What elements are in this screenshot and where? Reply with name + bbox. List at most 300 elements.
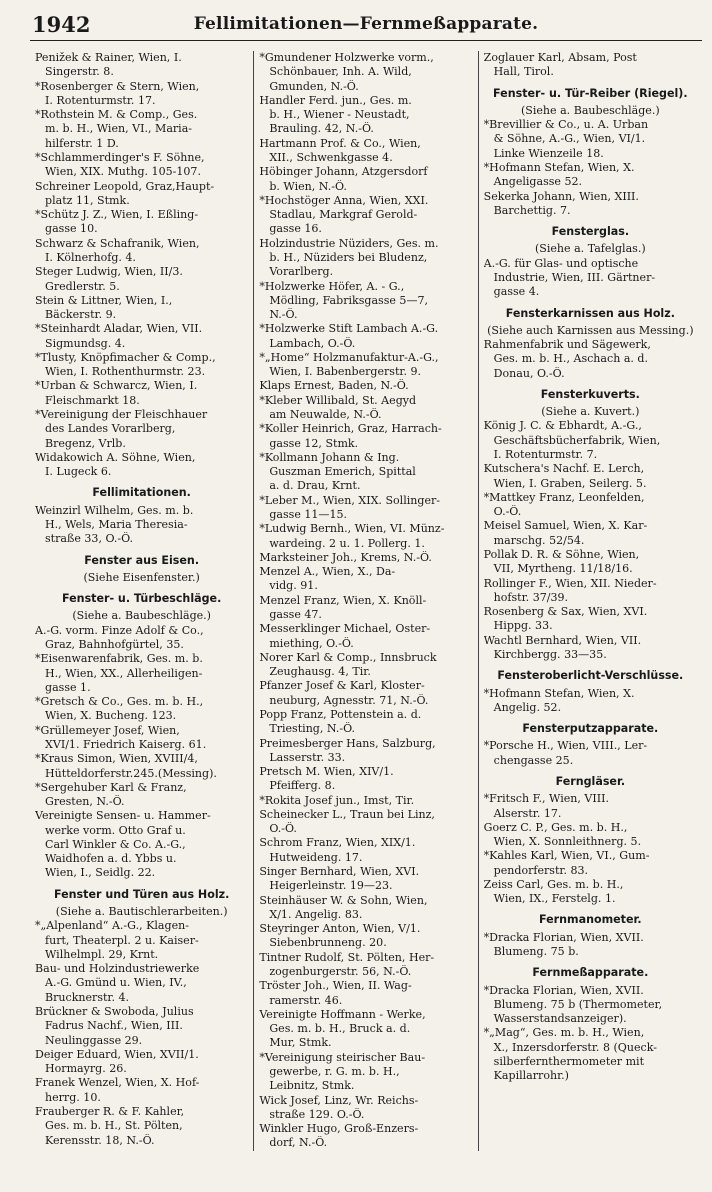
section-heading: Fensterglas. xyxy=(551,225,630,239)
entry-line: XVI/1. Friedrich Kaiserg. 61. xyxy=(45,737,207,751)
directory-entry xyxy=(484,519,697,548)
entry-line: Brucknerstr. 4. xyxy=(45,990,130,1004)
directory-entry xyxy=(35,809,248,880)
entry-line: Gresten, N.-Ö. xyxy=(45,795,125,809)
section-heading: Fenster und Türen aus Holz. xyxy=(54,887,230,901)
entry-line: Franek Wenzel, Wien, X. Hof- xyxy=(35,1076,200,1090)
entry-line: straße 33, O.-Ö. xyxy=(45,532,134,546)
directory-entry xyxy=(259,894,472,923)
section-heading: Ferngläser. xyxy=(555,774,626,788)
section-note: (Siehe a. Tafelglas.) xyxy=(534,242,646,256)
entry-line: Industrie, Wien, III. Gärtner- xyxy=(493,270,656,284)
entry-line: dorf, N.-Ö. xyxy=(269,1136,328,1150)
directory-entry xyxy=(35,1005,248,1048)
entry-line: *Kleber Willibald, St. Aegyd xyxy=(259,393,417,407)
entry-line: Rahmenfabrik und Sägewerk, xyxy=(483,338,651,352)
entry-line: Stein & Littner, Wien, I., xyxy=(35,293,173,307)
directory-entry xyxy=(259,865,472,894)
entry-line: Frauberger R. & F. Kahler, xyxy=(35,1104,185,1118)
entry-line: *Rothstein M. & Comp., Ges. xyxy=(35,108,198,122)
entry-line: neuburg, Agnesstr. 71, N.-Ö. xyxy=(269,693,429,707)
entry-line: A.-G. für Glas- und optische xyxy=(483,256,639,270)
entry-line: Stadlau, Markgraf Gerold- xyxy=(269,208,418,222)
page-number: 1942 xyxy=(32,12,91,37)
entry-line: I. Kölnerhofg. 4. xyxy=(45,250,136,264)
entry-line: Hippg. 33. xyxy=(493,619,553,633)
entry-line: O.-Ö. xyxy=(269,822,297,836)
section-heading: Fenster- u. Türbeschläge. xyxy=(62,592,222,606)
directory-entry xyxy=(35,379,248,408)
entry-line: marschg. 52/54. xyxy=(493,533,585,547)
section-note: (Siehe Eisenfenster.) xyxy=(83,570,200,584)
entry-line: *„Home“ Holzmanufaktur-A.-G., xyxy=(259,350,439,364)
entry-line: Höbinger Johann, Atzgersdorf xyxy=(259,165,428,179)
entry-line: *Koller Heinrich, Graz, Harrach- xyxy=(259,422,442,436)
section-heading: Fensterkarnissen aus Holz. xyxy=(505,306,675,320)
entry-line: *Leber M., Wien, XIX. Sollinger- xyxy=(259,493,441,507)
directory-entry xyxy=(484,605,697,634)
entry-line: Klaps Ernest, Baden, N.-Ö. xyxy=(259,379,409,393)
entry-line: Schreiner Leopold, Graz,Haupt- xyxy=(35,179,215,193)
entry-line: miething, O.-Ö. xyxy=(269,636,354,650)
entry-line: *Vereinigung der Fleischhauer xyxy=(35,408,208,422)
entry-line: Waidhofen a. d. Ybbs u. xyxy=(45,852,177,866)
entry-line: H., Wien, XX., Allerheiligen- xyxy=(45,666,203,680)
directory-entry xyxy=(35,752,248,781)
entry-line: herrg. 10. xyxy=(45,1090,101,1104)
entry-line: *Urban & Schwarcz, Wien, I. xyxy=(35,379,198,393)
section-heading: Fernmeßapparate. xyxy=(532,966,649,980)
directory-entry xyxy=(259,237,472,280)
entry-line: Zeiss Carl, Ges. m. b. H., xyxy=(483,877,624,891)
section-heading: Fenster- u. Tür-Reiber (Riegel). xyxy=(493,86,688,100)
directory-entry xyxy=(35,80,248,109)
entry-line: platz 11, Stmk. xyxy=(45,193,130,207)
directory-entry xyxy=(259,351,472,380)
directory-entry xyxy=(35,265,248,294)
entry-line: Ges. m. b. H., Bruck a. d. xyxy=(269,1022,411,1036)
entry-line: XII., Schwenkgasse 4. xyxy=(269,150,393,164)
directory-entry xyxy=(484,257,697,300)
directory-entry xyxy=(259,522,472,551)
entry-line: Marksteiner Joh., Krems, N.-Ö. xyxy=(259,550,432,564)
entry-line: *Vereinigung steirischer Bau- xyxy=(259,1050,426,1064)
entry-line: Pfeifferg. 8. xyxy=(269,779,336,793)
entry-line: Fleischmarkt 18. xyxy=(45,393,140,407)
entry-line: Bregenz, Vrlb. xyxy=(45,436,126,450)
entry-line: *Holzwerke Höfer, A. - G., xyxy=(259,279,405,293)
directory-entry xyxy=(259,1094,472,1123)
entry-line: Steinhäuser W. & Sohn, Wien, xyxy=(259,893,428,907)
column-left xyxy=(30,51,253,1151)
directory-entry xyxy=(35,408,248,451)
directory-entry xyxy=(35,1105,248,1148)
directory-entry xyxy=(35,51,248,80)
entry-line: werke vorm. Otto Graf u. xyxy=(45,823,186,837)
column-middle xyxy=(253,51,477,1151)
entry-line: Wien, X. Bucheng. 123. xyxy=(45,709,177,723)
columns xyxy=(30,51,702,1151)
entry-line: *Ludwig Bernh., Wien, VI. Münz- xyxy=(259,522,445,536)
entry-line: Lasserstr. 33. xyxy=(269,750,346,764)
entry-line: gasse 4. xyxy=(493,285,540,299)
entry-line: Wick Josef, Linz, Wr. Reichs- xyxy=(259,1093,419,1107)
entry-line: *Gmundener Holzwerke vorm., xyxy=(259,51,434,64)
directory-entry xyxy=(484,338,697,381)
entry-line: *Dracka Florian, Wien, XVII. xyxy=(483,930,644,944)
entry-line: gasse 1. xyxy=(45,680,91,694)
entry-line: Scheinecker L., Traun bei Linz, xyxy=(259,807,435,821)
entry-line: H., Wels, Maria Theresia- xyxy=(45,518,188,531)
entry-line: Pfanzer Josef & Karl, Kloster- xyxy=(259,679,425,693)
entry-line: Carl Winkler & Co. A.-G., xyxy=(45,837,186,851)
entry-line: Sekerka Johann, Wien, XIII. xyxy=(483,189,639,203)
section-heading: Fensteroberlicht-Verschlüsse. xyxy=(497,669,684,683)
entry-line: Angeligasse 52. xyxy=(493,175,583,189)
entry-line: Mödling, Fabriksgasse 5—7, xyxy=(269,293,429,307)
entry-line: Donau, O.-Ö. xyxy=(493,366,565,380)
entry-line: gasse 16. xyxy=(269,222,322,236)
entry-line: Kerensstr. 18, N.-Ö. xyxy=(45,1133,155,1147)
entry-line: Wachtl Bernhard, Wien, VII. xyxy=(483,633,642,647)
entry-line: Zeughausg. 4, Tir. xyxy=(269,665,371,679)
entry-line: gewerbe, r. G. m. b. H., xyxy=(269,1064,400,1078)
directory-entry xyxy=(259,165,472,194)
entry-line: Siebenbrunneng. 20. xyxy=(269,936,387,950)
directory-entry xyxy=(484,687,697,716)
entry-line: Popp Franz, Pottenstein a. d. xyxy=(259,707,422,721)
entry-line: Tröster Joh., Wien, II. Wag- xyxy=(259,979,412,993)
entry-line: Graz, Bahnhofgürtel, 35. xyxy=(45,637,184,651)
directory-entry xyxy=(259,94,472,137)
entry-line: Menzel Franz, Wien, X. Knöll- xyxy=(259,593,427,607)
entry-line: Steyringer Anton, Wien, V/1. xyxy=(259,922,421,936)
entry-line: *Kollmann Johann & Ing. xyxy=(259,450,400,464)
entry-line: wardeing. 2 u. 1. Pollerg. 1. xyxy=(269,536,425,550)
entry-line: Brückner & Swoboda, Julius xyxy=(35,1005,194,1018)
entry-line: vidg. 91. xyxy=(269,579,318,593)
entry-line: Goerz C. P., Ges. m. b. H., xyxy=(483,820,628,834)
entry-line: Vereinigte Sensen- u. Hammer- xyxy=(35,809,211,823)
entry-line: Angelig. 52. xyxy=(493,700,562,714)
entry-line: furt, Theaterpl. 2 u. Kaiser- xyxy=(45,933,199,947)
directory-entry xyxy=(259,394,472,423)
directory-entry xyxy=(35,237,248,266)
entry-line: zogenburgerstr. 56, N.-Ö. xyxy=(269,965,412,978)
entry-line: Pretsch M. Wien, XIV/1. xyxy=(259,765,394,779)
directory-entry xyxy=(484,577,697,606)
directory-entry xyxy=(259,565,472,594)
entry-line: Menzel A., Wien, X., Da- xyxy=(259,565,396,579)
entry-line: am Neuwalde, N.-Ö. xyxy=(269,408,382,422)
directory-entry xyxy=(35,351,248,380)
directory-entry xyxy=(259,322,472,351)
entry-line: Wien, I., Seidlg. 22. xyxy=(45,866,156,880)
entry-line: Holzindustrie Nüziders, Ges. m. xyxy=(259,236,439,250)
entry-line: b. H., Wiener - Neustadt, xyxy=(269,108,410,122)
entry-line: *Holzwerke Stift Lambach A.-G. xyxy=(259,322,439,336)
directory-entry xyxy=(259,1122,472,1151)
section-note: (Siehe auch Karnissen aus Messing.) xyxy=(487,323,694,337)
directory-entry xyxy=(35,208,248,237)
directory-entry xyxy=(259,922,472,951)
directory-entry xyxy=(484,161,697,190)
entry-line: pendorferstr. 83. xyxy=(493,863,589,877)
entry-line: Singerstr. 8. xyxy=(45,65,114,79)
entry-line: Zoglauer Karl, Absam, Post xyxy=(483,51,637,64)
entry-line: *„Mag“, Ges. m. b. H., Wien, xyxy=(483,1026,645,1040)
entry-line: Preimesberger Hans, Salzburg, xyxy=(259,736,436,750)
entry-line: Weinzirl Wilhelm, Ges. m. b. xyxy=(35,503,194,517)
entry-line: I. Rotenturmstr. 7. xyxy=(493,448,598,462)
directory-entry xyxy=(484,51,697,80)
entry-line: *Sergehuber Karl & Franz, xyxy=(35,780,187,794)
entry-line: chengasse 25. xyxy=(493,753,574,767)
section-note: (Siehe a. Kuvert.) xyxy=(541,405,640,419)
directory-entry xyxy=(35,781,248,810)
directory-entry xyxy=(259,194,472,237)
directory-entry xyxy=(259,737,472,766)
entry-line: Sigmundsg. 4. xyxy=(45,336,126,350)
entry-line: Bäckerstr. 9. xyxy=(45,308,117,322)
section-heading: Fensterkuverts. xyxy=(540,387,640,401)
directory-entry xyxy=(35,962,248,1005)
directory-entry xyxy=(259,765,472,794)
directory-entry xyxy=(35,1076,248,1105)
directory-entry xyxy=(35,451,248,480)
directory-entry xyxy=(35,180,248,209)
entry-line: Neulinggasse 29. xyxy=(45,1033,143,1047)
entry-line: *Schütz J. Z., Wien, I. Eßling- xyxy=(35,208,199,222)
directory-entry xyxy=(259,979,472,1008)
entry-line: Bau- und Holzindustriewerke xyxy=(35,962,200,976)
entry-line: Hutweideng. 17. xyxy=(269,850,363,864)
entry-line: Ges. m. b. H., Aschach a. d. xyxy=(493,352,649,366)
entry-line: hilferstr. 1 D. xyxy=(45,136,119,150)
entry-line: Blumeng. 75 b. xyxy=(493,945,579,959)
entry-line: Hall, Tirol. xyxy=(493,65,554,79)
directory-entry xyxy=(484,419,697,462)
entry-line: silberfernthermometer mit xyxy=(493,1055,645,1068)
entry-line: Linke Wienzeile 18. xyxy=(493,146,604,160)
entry-line: *Kraus Simon, Wien, XVIII/4, xyxy=(35,752,198,766)
entry-line: *Eisenwarenfabrik, Ges. m. b. xyxy=(35,652,203,666)
entry-line: Kutschera's Nachf. E. Lerch, xyxy=(483,462,645,476)
directory-entry xyxy=(259,808,472,837)
entry-line: Triesting, N.-Ö. xyxy=(269,722,356,736)
directory-entry xyxy=(259,551,472,565)
directory-entry xyxy=(35,294,248,323)
entry-line: Schönbauer, Inh. A. Wild, xyxy=(269,65,412,79)
entry-line: *Mattkey Franz, Leonfelden, xyxy=(483,490,645,504)
entry-line: Hartmann Prof. & Co., Wien, xyxy=(259,136,421,150)
directory-entry xyxy=(484,1026,697,1083)
directory-entry xyxy=(484,739,697,768)
entry-line: Alserstr. 17. xyxy=(493,806,562,820)
entry-line: Rosenberg & Sax, Wien, XVI. xyxy=(483,605,648,619)
directory-entry xyxy=(259,622,472,651)
section-heading: Fellimitationen. xyxy=(92,486,191,500)
entry-line: X/1. Angelig. 83. xyxy=(269,907,363,921)
entry-line: gasse 47. xyxy=(269,607,322,621)
directory-entry xyxy=(484,984,697,1027)
directory-entry xyxy=(484,190,697,219)
entry-line: Penižek & Rainer, Wien, I. xyxy=(35,51,182,64)
entry-line: Blumeng. 75 b (Thermometer, xyxy=(493,997,663,1011)
entry-line: *„Alpenland“ A.-G., Klagen- xyxy=(35,919,189,933)
entry-line: Heigerleinstr. 19—23. xyxy=(269,879,393,893)
entry-line: Fadrus Nachf., Wien, III. xyxy=(45,1019,183,1033)
directory-entry xyxy=(484,792,697,821)
entry-line: *Grüllemeyer Josef, Wien, xyxy=(35,723,180,737)
entry-line: *Hofmann Stefan, Wien, X. xyxy=(483,160,635,174)
entry-line: Kirchbergg. 33—35. xyxy=(493,647,607,661)
directory-entry xyxy=(259,836,472,865)
directory-entry xyxy=(484,118,697,161)
entry-line: m. b. H., Wien, VI., Maria- xyxy=(45,122,193,136)
entry-line: Deiger Eduard, Wien, XVII/1. xyxy=(35,1047,199,1061)
entry-line: Tintner Rudolf, St. Pölten, Her- xyxy=(259,950,435,964)
entry-line: Guszman Emerich, Spittal xyxy=(269,465,416,479)
entry-line: Widakowich A. Söhne, Wien, xyxy=(35,450,196,464)
directory-entry xyxy=(259,422,472,451)
entry-line: Hütteldorferstr.245.(Messing). xyxy=(45,766,217,780)
directory-entry xyxy=(259,951,472,980)
directory-entry xyxy=(484,931,697,960)
entry-line: VII, Myrtheng. 11/18/16. xyxy=(493,562,633,576)
entry-line: *Steinhardt Aladar, Wien, VII. xyxy=(35,322,203,336)
entry-line: *Rokita Josef jun., Imst, Tir. xyxy=(259,793,415,807)
entry-line: *Rosenberger & Stern, Wien, xyxy=(35,79,200,93)
entry-line: Wien, I. Graben, Seilerg. 5. xyxy=(493,476,647,490)
directory-entry xyxy=(35,504,248,547)
entry-line: Wasserstandsanzeiger). xyxy=(493,1012,627,1026)
entry-line: & Söhne, A.-G., Wien, VI/1. xyxy=(493,132,646,146)
directory-entry xyxy=(484,849,697,878)
entry-line: *Kahles Karl, Wien, VI., Gum- xyxy=(483,849,650,863)
directory-entry xyxy=(259,280,472,323)
entry-line: Gredlerstr. 5. xyxy=(45,279,120,293)
directory-entry xyxy=(484,462,697,491)
directory-entry xyxy=(35,624,248,653)
section-heading: Fensterputzapparate. xyxy=(522,722,659,736)
entry-line: Schrom Franz, Wien, XIX/1. xyxy=(259,836,416,850)
directory-entry xyxy=(35,151,248,180)
running-title: Fellimitationen—Fernmeßapparate. xyxy=(193,14,539,34)
entry-line: Wien, XIX. Muthg. 105-107. xyxy=(45,165,201,179)
entry-line: gasse 10. xyxy=(45,222,98,236)
entry-line: gasse 11—15. xyxy=(269,508,348,521)
directory-entry xyxy=(35,695,248,724)
entry-line: Barchettig. 7. xyxy=(493,203,571,217)
entry-line: hofstr. 37/39. xyxy=(493,590,569,604)
entry-line: Norer Karl & Comp., Innsbruck xyxy=(259,650,437,664)
directory-entry xyxy=(35,724,248,753)
section-note: (Siehe a. Baubeschläge.) xyxy=(520,103,660,117)
entry-line: *Tlusty, Knöpfimacher & Comp., xyxy=(35,350,216,364)
entry-line: *Hochstöger Anna, Wien, XXI. xyxy=(259,193,429,207)
entry-line: I. Lugeck 6. xyxy=(45,465,112,479)
entry-line: Wien, I. Babenbergerstr. 9. xyxy=(269,365,422,379)
entry-line: b. Wien, N.-Ö. xyxy=(269,179,347,193)
directory-entry xyxy=(259,451,472,494)
directory-entry xyxy=(259,379,472,393)
directory-entry xyxy=(484,548,697,577)
entry-line: Brauling. 42, N.-Ö. xyxy=(269,122,374,136)
directory-entry xyxy=(484,878,697,907)
directory-entry xyxy=(35,322,248,351)
entry-line: Schwarz & Schafranik, Wien, xyxy=(35,236,200,250)
entry-line: A.-G. Gmünd u. Wien, IV., xyxy=(45,976,187,990)
directory-entry xyxy=(259,1008,472,1051)
entry-line: *Dracka Florian, Wien, XVII. xyxy=(483,983,644,997)
directory-entry xyxy=(259,708,472,737)
entry-line: Mur, Stmk. xyxy=(269,1036,332,1050)
entry-line: Wilhelmpl. 29, Krnt. xyxy=(45,947,159,961)
entry-line: Vereinigte Hoffmann - Werke, xyxy=(259,1007,426,1021)
entry-line: A.-G. vorm. Finze Adolf & Co., xyxy=(35,623,204,637)
directory-entry xyxy=(259,51,472,94)
entry-line: Wien, X. Sonnleithnerg. 5. xyxy=(493,835,642,849)
entry-line: Kapillarrohr.) xyxy=(493,1069,569,1083)
entry-line: straße 129. O.-Ö. xyxy=(269,1107,365,1121)
directory-entry xyxy=(259,594,472,623)
entry-line: N.-Ö. xyxy=(269,308,298,322)
directory-entry xyxy=(259,679,472,708)
entry-line: *Gretsch & Co., Ges. m. b. H., xyxy=(35,695,204,709)
entry-line: Messerklinger Michael, Oster- xyxy=(259,622,431,636)
entry-line: Ges. m. b. H., St. Pölten, xyxy=(45,1119,183,1133)
entry-line: O.-Ö. xyxy=(493,505,522,519)
section-heading: Fernmanometer. xyxy=(539,913,642,927)
section-note: (Siehe a. Baubeschläge.) xyxy=(72,609,211,623)
entry-line: a. d. Drau, Krnt. xyxy=(269,479,361,493)
entry-line: I. Rotenturmstr. 17. xyxy=(45,93,156,107)
entry-line: b. H., Nüziders bei Bludenz, xyxy=(269,250,428,264)
column-right xyxy=(478,51,702,1151)
directory-entry xyxy=(35,652,248,695)
entry-line: des Landes Vorarlberg, xyxy=(45,422,176,436)
entry-line: gasse 12, Stmk. xyxy=(269,436,359,450)
directory-entry xyxy=(484,821,697,850)
entry-line: *Schlammerdinger's F. Söhne, xyxy=(35,150,205,164)
entry-line: ramerstr. 46. xyxy=(269,993,343,1007)
directory-entry xyxy=(259,651,472,680)
entry-line: Singer Bernhard, Wien, XVI. xyxy=(259,865,420,879)
directory-entry xyxy=(259,137,472,166)
entry-line: Handler Ferd. jun., Ges. m. xyxy=(259,93,412,107)
directory-entry xyxy=(259,1051,472,1094)
entry-line: Vorarlberg. xyxy=(269,265,334,279)
entry-line: Winkler Hugo, Groß-Enzers- xyxy=(259,1122,419,1136)
entry-line: *Porsche H., Wien, VIII., Ler- xyxy=(483,739,648,753)
entry-line: Rollinger F., Wien, XII. Nieder- xyxy=(483,576,657,590)
entry-line: *Fritsch F., Wien, VIII. xyxy=(483,792,610,806)
directory-entry xyxy=(484,634,697,663)
entry-line: König J. C. & Ebhardt, A.-G., xyxy=(483,419,642,433)
entry-line: X., Inzersdorferstr. 8 (Queck- xyxy=(493,1040,657,1054)
entry-line: Gmunden, N.-Ö. xyxy=(269,79,359,93)
directory-entry xyxy=(259,794,472,808)
entry-line: Geschäftsbücherfabrik, Wien, xyxy=(493,433,661,447)
section-heading: Fenster aus Eisen. xyxy=(84,553,200,567)
directory-entry xyxy=(35,108,248,151)
page-header xyxy=(30,6,702,41)
directory-entry xyxy=(35,1048,248,1077)
entry-line: *Brevillier & Co., u. A. Urban xyxy=(483,118,649,132)
entry-line: Hormayrg. 26. xyxy=(45,1062,127,1076)
entry-line: *Hofmann Stefan, Wien, X. xyxy=(483,686,635,700)
